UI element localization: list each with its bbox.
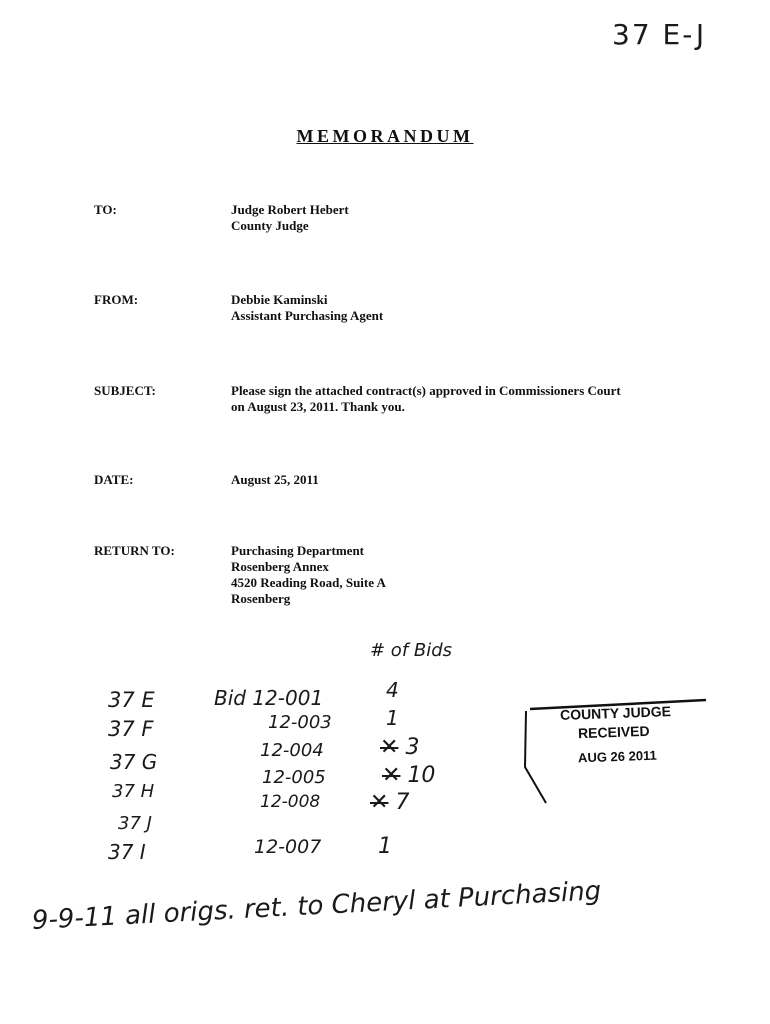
bid-12-001: Bid 12-001 [214, 686, 324, 710]
return-to-label: RETURN TO: [94, 543, 175, 558]
count-37j [370, 790, 409, 815]
from-line-2: Assistant Purchasing Agent [231, 308, 384, 323]
bid-12-007: 12-007 [254, 836, 322, 858]
count-37j-value: 7 [395, 790, 410, 815]
to-value [231, 202, 349, 234]
subject-value [231, 383, 621, 415]
count-37h [382, 763, 435, 788]
return-line-4: Rosenberg [231, 591, 291, 606]
to-line-1: Judge Robert Hebert [231, 202, 349, 217]
from-line-1: Debbie Kaminski [231, 292, 328, 307]
received-stamp [520, 697, 710, 807]
strikethrough-mark: ✕ [382, 763, 401, 788]
stamp-line-1: COUNTY JUDGE [559, 703, 672, 723]
count-37f: 1 [386, 706, 399, 730]
bids-header: # of Bids [370, 640, 453, 661]
item-37i: 37 I [108, 840, 146, 864]
stamp-date: AUG 26 2011 [577, 747, 658, 766]
count-37h-value: 10 [407, 763, 436, 788]
from-label: FROM: [94, 292, 139, 307]
bid-12-004: 12-004 [260, 740, 324, 761]
stamp-line-2: RECEIVED [577, 722, 650, 742]
return-line-1: Purchasing Department [231, 543, 365, 558]
item-37j: 37 J [118, 813, 152, 834]
count-37g [380, 735, 419, 760]
item-37e: 37 E [108, 688, 155, 712]
bid-12-003: 12-003 [268, 712, 332, 733]
subject-line-1: Please sign the attached contract(s) approved in Commissioners Court [231, 383, 621, 398]
date-line-1: August 25, 2011 [231, 472, 319, 487]
return-line-3: 4520 Reading Road, Suite A [231, 575, 386, 590]
subject-line-2: on August 23, 2011. Thank you. [231, 399, 405, 414]
return-line-2: Rosenberg Annex [231, 559, 329, 574]
item-37h: 37 H [112, 781, 155, 802]
bid-12-005: 12-005 [262, 767, 326, 788]
count-37i: 1 [378, 834, 392, 859]
corner-note: 37 E-J [612, 18, 707, 51]
date-value [231, 472, 319, 488]
memo-title: MEMORANDUM [296, 126, 474, 146]
to-label: TO: [94, 202, 117, 217]
subject-label: SUBJECT: [94, 383, 156, 398]
item-37g: 37 G [110, 750, 158, 774]
from-value [231, 292, 383, 324]
return-to-value [231, 543, 386, 607]
item-37f: 37 F [108, 717, 154, 741]
footer-note: 9-9-11 all origs. ret. to Cheryl at Purchasing [31, 876, 602, 936]
strikethrough-mark: ✕ [380, 735, 399, 760]
count-37g-value: 3 [405, 735, 420, 760]
bid-12-008: 12-008 [260, 792, 321, 812]
to-line-2: County Judge [231, 218, 309, 233]
strikethrough-mark: ✕ [370, 790, 389, 815]
count-37e: 4 [386, 678, 399, 702]
date-label: DATE: [94, 472, 134, 487]
